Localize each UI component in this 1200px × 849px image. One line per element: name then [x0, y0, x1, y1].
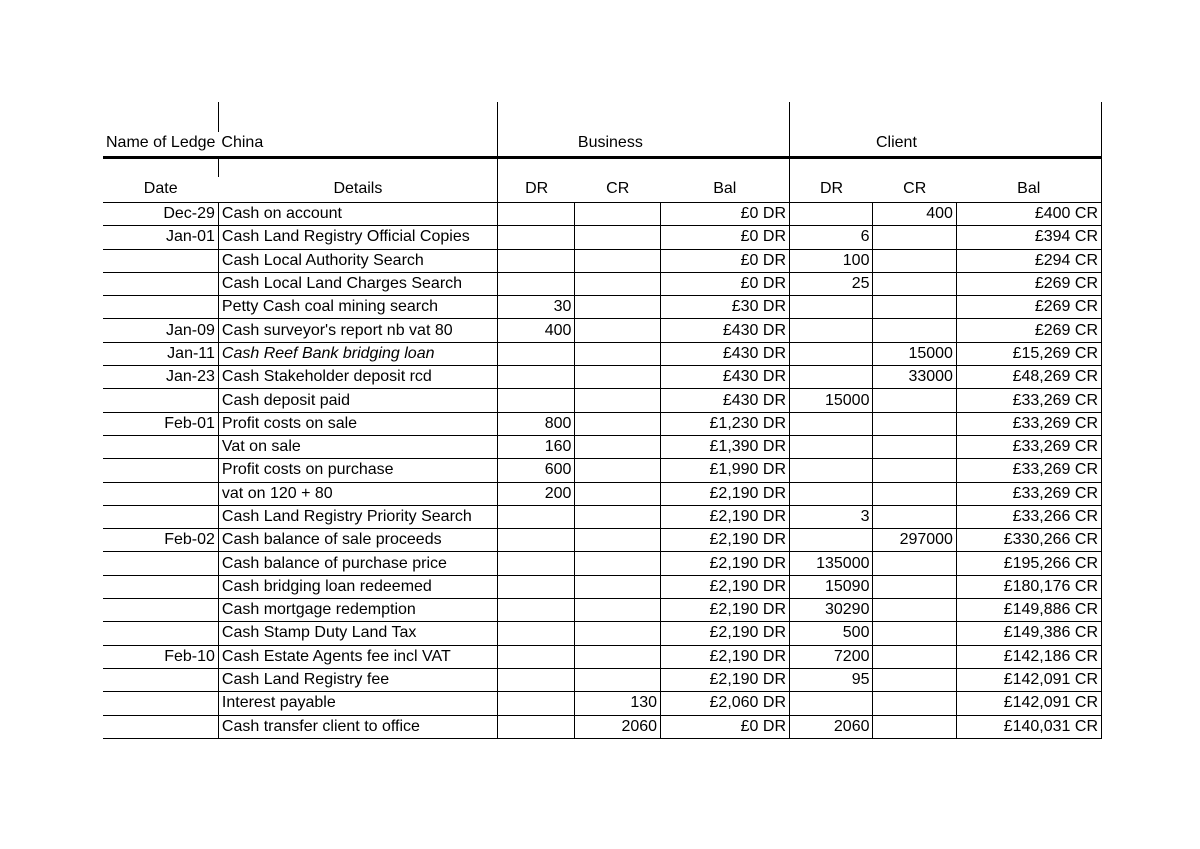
business-bal-cell: £0 DR [661, 226, 790, 249]
business-bal-cell: £2,190 DR [661, 599, 790, 622]
date-cell: Feb-02 [103, 529, 218, 552]
details-cell: Vat on sale [218, 435, 497, 458]
ledger-row [103, 459, 1102, 482]
business-bal-cell: £430 DR [661, 342, 790, 365]
col-header-client-bal: Bal [956, 177, 1101, 203]
business-cr-cell [575, 435, 661, 458]
business-dr-cell [498, 249, 575, 272]
business-dr-cell: 600 [498, 459, 575, 482]
client-cr-cell [873, 459, 956, 482]
client-dr-cell [790, 203, 873, 226]
date-cell [103, 692, 218, 715]
business-cr-cell [575, 552, 661, 575]
client-dr-cell [790, 366, 873, 389]
ledger-row [103, 552, 1102, 575]
business-cr-cell [575, 622, 661, 645]
business-bal-cell: £2,190 DR [661, 552, 790, 575]
ledger-row [103, 529, 1102, 552]
client-cr-cell [873, 505, 956, 528]
ledger-row [103, 249, 1102, 272]
ledger-row [103, 599, 1102, 622]
details-cell: Cash Reef Bank bridging loan [218, 342, 497, 365]
details-cell: Profit costs on sale [218, 412, 497, 435]
date-cell [103, 668, 218, 691]
client-cr-cell: 400 [873, 203, 956, 226]
client-dr-cell: 7200 [790, 645, 873, 668]
ledger-row [103, 366, 1102, 389]
business-cr-cell [575, 668, 661, 691]
details-cell: Cash Estate Agents fee incl VAT [218, 645, 497, 668]
col-header-client-dr: DR [790, 177, 873, 203]
date-cell [103, 575, 218, 598]
date-cell: Feb-01 [103, 412, 218, 435]
date-cell [103, 296, 218, 319]
client-cr-cell [873, 715, 956, 738]
date-cell [103, 459, 218, 482]
client-dr-cell: 500 [790, 622, 873, 645]
business-cr-cell [575, 272, 661, 295]
ledger-row [103, 435, 1102, 458]
business-bal-cell: £2,060 DR [661, 692, 790, 715]
business-cr-cell [575, 296, 661, 319]
business-bal-cell: £430 DR [661, 366, 790, 389]
client-bal-cell: £269 CR [956, 272, 1101, 295]
details-cell: Cash deposit paid [218, 389, 497, 412]
client-cr-cell [873, 272, 956, 295]
client-cr-cell [873, 435, 956, 458]
client-bal-cell: £140,031 CR [956, 715, 1101, 738]
ledger-row [103, 226, 1102, 249]
client-dr-cell [790, 529, 873, 552]
client-cr-cell [873, 668, 956, 691]
client-bal-cell: £142,186 CR [956, 645, 1101, 668]
client-cr-cell [873, 599, 956, 622]
ledger-row [103, 482, 1102, 505]
details-cell: Cash on account [218, 203, 497, 226]
col-header-client-cr: CR [873, 177, 956, 203]
date-cell [103, 482, 218, 505]
col-header-details: Details [218, 177, 497, 203]
client-dr-cell: 100 [790, 249, 873, 272]
business-cr-cell [575, 412, 661, 435]
client-dr-cell: 135000 [790, 552, 873, 575]
ledger-table [103, 102, 1102, 739]
business-cr-cell [575, 459, 661, 482]
date-cell: Jan-11 [103, 342, 218, 365]
client-bal-cell: £15,269 CR [956, 342, 1101, 365]
business-dr-cell [498, 645, 575, 668]
date-cell: Jan-23 [103, 366, 218, 389]
business-dr-cell [498, 692, 575, 715]
business-section-label: Business [575, 132, 661, 158]
client-bal-cell: £33,269 CR [956, 389, 1101, 412]
business-bal-cell: £1,390 DR [661, 435, 790, 458]
col-header-business-bal: Bal [661, 177, 790, 203]
business-cr-cell [575, 599, 661, 622]
business-bal-cell: £2,190 DR [661, 505, 790, 528]
client-cr-cell [873, 482, 956, 505]
ledger-row [103, 296, 1102, 319]
client-cr-cell [873, 575, 956, 598]
column-header-row [103, 177, 1102, 203]
details-cell: Cash Local Land Charges Search [218, 272, 497, 295]
details-cell: Cash Land Registry fee [218, 668, 497, 691]
details-cell: Petty Cash coal mining search [218, 296, 497, 319]
details-cell: Cash Land Registry Priority Search [218, 505, 497, 528]
client-cr-cell [873, 412, 956, 435]
business-cr-cell [575, 366, 661, 389]
col-header-business-cr: CR [575, 177, 661, 203]
business-dr-cell: 200 [498, 482, 575, 505]
business-bal-cell: £30 DR [661, 296, 790, 319]
client-dr-cell: 2060 [790, 715, 873, 738]
client-dr-cell: 15000 [790, 389, 873, 412]
details-cell: Cash balance of purchase price [218, 552, 497, 575]
details-cell: Cash Stamp Duty Land Tax [218, 622, 497, 645]
date-cell [103, 715, 218, 738]
business-dr-cell: 30 [498, 296, 575, 319]
business-cr-cell [575, 342, 661, 365]
client-cr-cell [873, 389, 956, 412]
business-cr-cell [575, 529, 661, 552]
client-dr-cell [790, 692, 873, 715]
client-bal-cell: £195,266 CR [956, 552, 1101, 575]
ledger-row [103, 715, 1102, 738]
client-bal-cell: £33,269 CR [956, 459, 1101, 482]
col-header-business-dr: DR [498, 177, 575, 203]
details-cell: vat on 120 + 80 [218, 482, 497, 505]
client-bal-cell: £142,091 CR [956, 692, 1101, 715]
client-cr-cell [873, 622, 956, 645]
client-bal-cell: £142,091 CR [956, 668, 1101, 691]
business-bal-cell: £2,190 DR [661, 575, 790, 598]
details-cell: Cash Land Registry Official Copies [218, 226, 497, 249]
date-cell: Jan-01 [103, 226, 218, 249]
client-bal-cell: £33,269 CR [956, 435, 1101, 458]
business-cr-cell [575, 645, 661, 668]
client-dr-cell: 15090 [790, 575, 873, 598]
business-dr-cell [498, 575, 575, 598]
business-bal-cell: £1,990 DR [661, 459, 790, 482]
details-cell: Cash Stakeholder deposit rcd [218, 366, 497, 389]
business-dr-cell [498, 599, 575, 622]
top-blank-row [103, 102, 1102, 132]
client-bal-cell: £33,266 CR [956, 505, 1101, 528]
business-dr-cell [498, 505, 575, 528]
business-dr-cell [498, 342, 575, 365]
business-cr-cell [575, 203, 661, 226]
ledger-sheet [103, 102, 1102, 748]
client-dr-cell [790, 319, 873, 342]
business-dr-cell [498, 366, 575, 389]
date-cell [103, 389, 218, 412]
business-cr-cell [575, 389, 661, 412]
client-cr-cell: 33000 [873, 366, 956, 389]
client-dr-cell [790, 342, 873, 365]
client-bal-cell: £330,266 CR [956, 529, 1101, 552]
details-cell: Interest payable [218, 692, 497, 715]
client-bal-cell: £400 CR [956, 203, 1101, 226]
business-cr-cell [575, 226, 661, 249]
client-cr-cell [873, 645, 956, 668]
business-bal-cell: £2,190 DR [661, 622, 790, 645]
date-cell [103, 435, 218, 458]
ledger-row [103, 645, 1102, 668]
business-bal-cell: £1,230 DR [661, 412, 790, 435]
business-dr-cell [498, 389, 575, 412]
client-section-label: Client [873, 132, 956, 158]
ledger-name-label: Name of Ledge [103, 132, 218, 158]
details-cell: Cash surveyor's report nb vat 80 [218, 319, 497, 342]
client-bal-cell: £269 CR [956, 319, 1101, 342]
date-cell [103, 622, 218, 645]
date-cell: Jan-09 [103, 319, 218, 342]
date-cell [103, 272, 218, 295]
details-cell: Cash mortgage redemption [218, 599, 497, 622]
business-dr-cell [498, 203, 575, 226]
client-dr-cell: 3 [790, 505, 873, 528]
ledger-row [103, 342, 1102, 365]
business-bal-cell: £430 DR [661, 389, 790, 412]
business-bal-cell: £2,190 DR [661, 482, 790, 505]
ledger-row [103, 389, 1102, 412]
date-cell [103, 505, 218, 528]
business-cr-cell: 2060 [575, 715, 661, 738]
business-cr-cell [575, 319, 661, 342]
ledger-row [103, 203, 1102, 226]
business-dr-cell [498, 715, 575, 738]
spacer-row [103, 158, 1102, 177]
details-cell: Cash balance of sale proceeds [218, 529, 497, 552]
business-cr-cell [575, 482, 661, 505]
client-bal-cell: £294 CR [956, 249, 1101, 272]
business-cr-cell [575, 249, 661, 272]
client-dr-cell [790, 482, 873, 505]
details-cell: Profit costs on purchase [218, 459, 497, 482]
business-bal-cell: £430 DR [661, 319, 790, 342]
client-cr-cell: 15000 [873, 342, 956, 365]
date-cell [103, 552, 218, 575]
client-cr-cell [873, 319, 956, 342]
details-cell: Cash transfer client to office [218, 715, 497, 738]
ledger-row [103, 272, 1102, 295]
business-dr-cell [498, 622, 575, 645]
business-bal-cell: £0 DR [661, 249, 790, 272]
business-dr-cell [498, 272, 575, 295]
client-cr-cell [873, 552, 956, 575]
details-cell: Cash Local Authority Search [218, 249, 497, 272]
ledger-row [103, 668, 1102, 691]
col-header-date: Date [103, 177, 218, 203]
client-dr-cell: 6 [790, 226, 873, 249]
client-dr-cell [790, 296, 873, 319]
business-bal-cell: £2,190 DR [661, 529, 790, 552]
business-cr-cell: 130 [575, 692, 661, 715]
client-bal-cell: £33,269 CR [956, 412, 1101, 435]
business-bal-cell: £0 DR [661, 715, 790, 738]
ledger-header-row [103, 132, 1102, 158]
client-dr-cell [790, 412, 873, 435]
business-bal-cell: £0 DR [661, 203, 790, 226]
client-bal-cell: £180,176 CR [956, 575, 1101, 598]
client-bal-cell: £149,886 CR [956, 599, 1101, 622]
business-bal-cell: £2,190 DR [661, 668, 790, 691]
ledger-row [103, 622, 1102, 645]
client-bal-cell: £149,386 CR [956, 622, 1101, 645]
client-cr-cell [873, 692, 956, 715]
business-bal-cell: £2,190 DR [661, 645, 790, 668]
client-cr-cell [873, 249, 956, 272]
business-bal-cell: £0 DR [661, 272, 790, 295]
business-cr-cell [575, 575, 661, 598]
ledger-row [103, 412, 1102, 435]
details-cell: Cash bridging loan redeemed [218, 575, 497, 598]
business-dr-cell [498, 529, 575, 552]
ledger-row [103, 692, 1102, 715]
business-dr-cell [498, 552, 575, 575]
business-dr-cell: 800 [498, 412, 575, 435]
business-dr-cell [498, 226, 575, 249]
client-bal-cell: £394 CR [956, 226, 1101, 249]
client-bal-cell: £269 CR [956, 296, 1101, 319]
business-dr-cell: 160 [498, 435, 575, 458]
date-cell: Feb-10 [103, 645, 218, 668]
client-cr-cell [873, 226, 956, 249]
date-cell [103, 249, 218, 272]
client-dr-cell: 95 [790, 668, 873, 691]
client-cr-cell: 297000 [873, 529, 956, 552]
client-cr-cell [873, 296, 956, 319]
business-dr-cell [498, 668, 575, 691]
client-bal-cell: £33,269 CR [956, 482, 1101, 505]
ledger-row [103, 319, 1102, 342]
client-dr-cell [790, 459, 873, 482]
ledger-row [103, 575, 1102, 598]
client-dr-cell [790, 435, 873, 458]
business-cr-cell [575, 505, 661, 528]
business-dr-cell: 400 [498, 319, 575, 342]
client-dr-cell: 25 [790, 272, 873, 295]
ledger-row [103, 505, 1102, 528]
ledger-name: China [218, 132, 497, 158]
date-cell [103, 599, 218, 622]
date-cell: Dec-29 [103, 203, 218, 226]
client-bal-cell: £48,269 CR [956, 366, 1101, 389]
client-dr-cell: 30290 [790, 599, 873, 622]
